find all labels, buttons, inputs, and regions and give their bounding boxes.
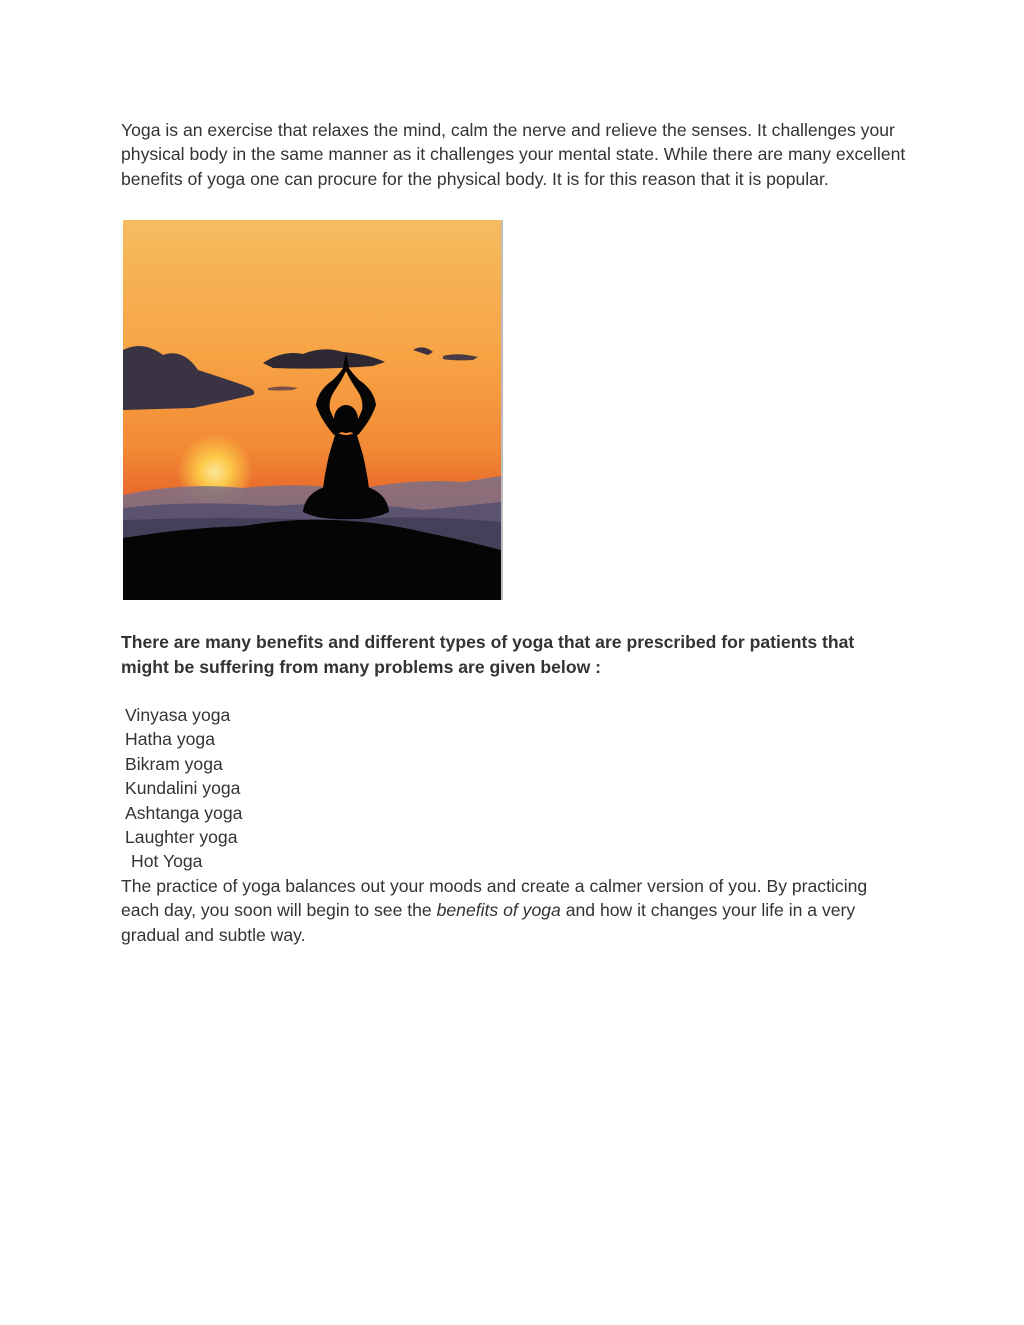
list-item: Vinyasa yoga [125, 705, 231, 726]
closing-text-end: and how it changes your life in a very gradual and subtle way. [121, 900, 856, 945]
document-page [121, 118, 911, 947]
closing-paragraph [121, 874, 906, 947]
list-item: Hot Yoga [131, 851, 203, 872]
list-item: Kundalini yoga [125, 778, 241, 799]
sunset-yoga-silhouette-image [123, 220, 503, 600]
list-item: Ashtanga yoga [125, 802, 243, 823]
yoga-types-list [121, 703, 911, 874]
closing-text-start: The practice of yoga balances out your moods and create a calmer version of you. By practicing each day, you soon will begin to see the [121, 875, 868, 921]
intro-paragraph: Yoga is an exercise that relaxes the mind, calm the nerve and relieve the senses. It challenges your physical body in the same manner as it challenges your mental state. While there are many excellent benefits of yoga one can procure for the physical body. It is for this reason that it is popular. [121, 120, 906, 189]
yoga-silhouette-illustration [123, 220, 501, 600]
section-heading: There are many benefits and different types of yoga that are prescribed for patients that might be suffering from many problems are given below : [121, 632, 855, 677]
list-item: Bikram yoga [125, 753, 223, 774]
list-item: Laughter yoga [125, 827, 238, 848]
list-item: Hatha yoga [125, 729, 215, 750]
benefits-of-yoga-emphasis: benefits of yoga [436, 900, 561, 921]
